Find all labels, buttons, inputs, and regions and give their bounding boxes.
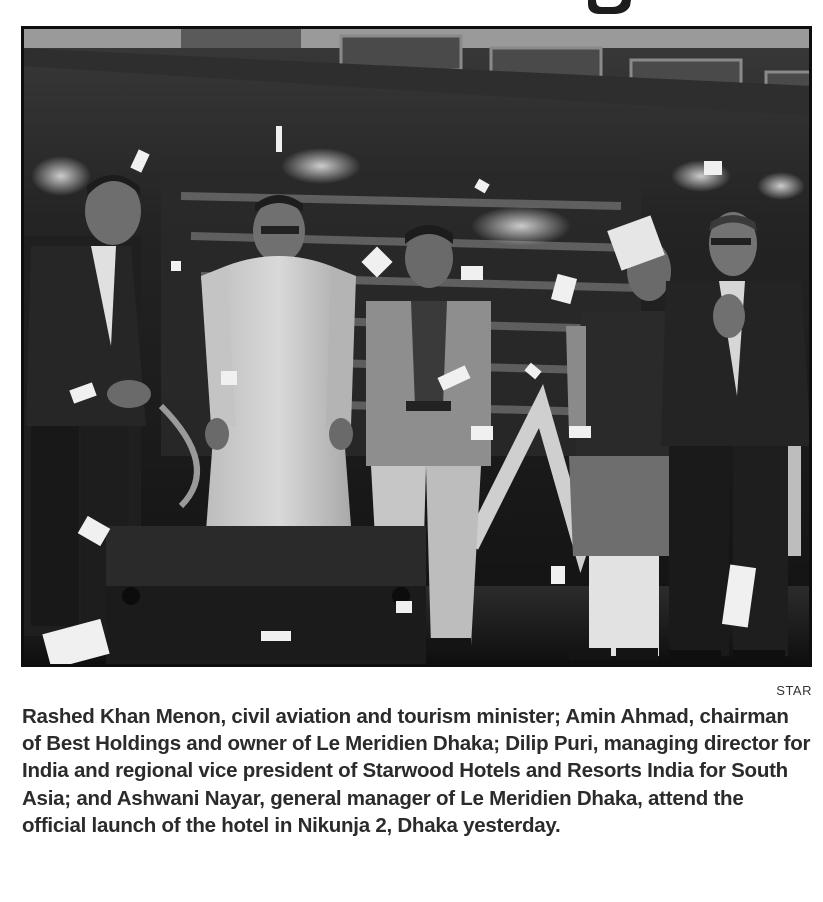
news-photo	[21, 26, 812, 667]
photo-caption: Rashed Khan Menon, civil aviation and tourism minister; Amin Ahmad, chairman of Best Holdings and owner of Le Meridien Dhaka; Dilip Puri, managing director for India and regional vice president of Starwood Hotels and Resorts India for South Asia; and Ashwani Nayar, general manager of Le Meridien Dhaka, attend the official launch of the hotel in Nikunja 2, Dhaka yesterday.	[22, 705, 811, 837]
headline-descender-shape	[0, 0, 823, 16]
photo-credit: STAR	[776, 683, 812, 698]
headline-fragment	[0, 0, 823, 16]
launch-event-photo	[21, 26, 812, 667]
